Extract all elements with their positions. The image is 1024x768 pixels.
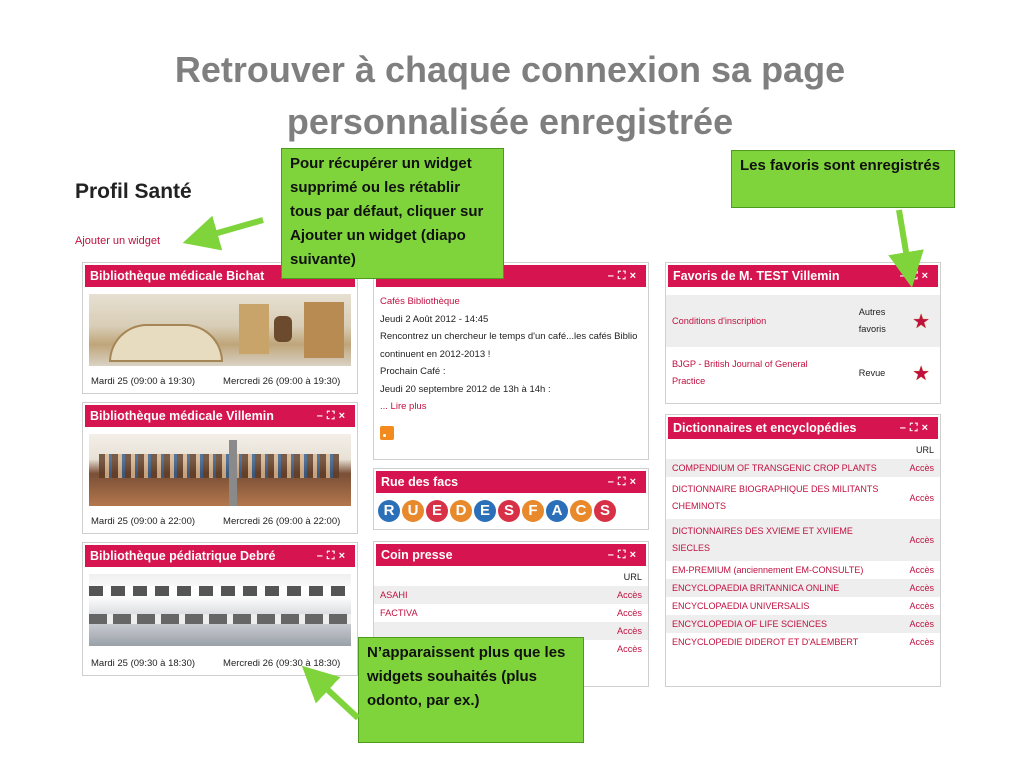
access-link[interactable]: Accès xyxy=(909,601,934,611)
table-row xyxy=(666,347,940,399)
minimize-icon[interactable]: – xyxy=(899,422,910,434)
access-link[interactable]: Accès xyxy=(888,579,940,597)
read-more-link[interactable]: ... Lire plus xyxy=(380,401,427,412)
table-row xyxy=(374,604,648,622)
maximize-icon[interactable]: ⛶ xyxy=(909,270,922,282)
favorites-table xyxy=(666,295,940,399)
maximize-icon[interactable]: ⛶ xyxy=(617,549,630,561)
news-text: Prochain Café : xyxy=(380,366,446,377)
maximize-icon[interactable]: ⛶ xyxy=(326,410,339,422)
table-row xyxy=(666,561,940,579)
logo-letter: U xyxy=(402,500,424,522)
callout-recover-widget: Pour récupérer un widget supprimé ou les rétablir tous par défaut, cliquer sur Ajouter un widget (diapo suivante) xyxy=(281,148,504,279)
maximize-icon[interactable]: ⛶ xyxy=(617,476,630,488)
widget-controls xyxy=(900,265,932,287)
access-link[interactable]: Accès xyxy=(888,459,940,477)
access-link[interactable]: Accès xyxy=(616,644,642,654)
star-icon[interactable]: ★ xyxy=(902,295,940,347)
slide-title-line1: Retrouver à chaque connexion sa page xyxy=(174,49,846,90)
minimize-icon[interactable]: – xyxy=(607,549,618,561)
widget-cafes xyxy=(373,262,649,460)
widget-controls xyxy=(317,405,349,427)
close-icon[interactable]: × xyxy=(629,270,640,282)
widget-title: Bibliothèque médicale Bichat xyxy=(90,269,265,283)
widget-controls xyxy=(608,265,640,287)
widget-bichat xyxy=(82,262,358,394)
table-row xyxy=(666,633,940,651)
access-link[interactable]: Accès xyxy=(909,493,934,503)
widget-header xyxy=(374,469,648,495)
widget-header xyxy=(83,403,357,429)
table-header-row xyxy=(374,568,648,586)
close-icon[interactable]: × xyxy=(338,410,349,422)
minimize-icon[interactable]: – xyxy=(899,270,910,282)
widget-villemin xyxy=(82,402,358,534)
resource-name[interactable]: ENCYCLOPEDIE DIDEROT ET D'ALEMBERT xyxy=(672,637,859,647)
logo-letter: C xyxy=(570,500,592,522)
close-icon[interactable]: × xyxy=(921,422,932,434)
close-icon[interactable]: × xyxy=(338,550,349,562)
favorite-name[interactable]: BJGP - British Journal of General Practice xyxy=(672,359,808,386)
widget-header xyxy=(83,543,357,569)
close-icon[interactable]: × xyxy=(921,270,932,282)
access-link[interactable]: Accès xyxy=(888,615,940,633)
slide-title-line2: personnalisée enregistrée xyxy=(286,101,734,142)
table-row xyxy=(666,615,940,633)
maximize-icon[interactable]: ⛶ xyxy=(617,270,630,282)
minimize-icon[interactable]: – xyxy=(607,270,618,282)
widget-title: Dictionnaires et encyclopédies xyxy=(673,421,857,435)
table-header-row xyxy=(666,441,940,459)
news-link[interactable]: Cafés Bibliothèque xyxy=(380,296,460,307)
maximize-icon[interactable]: ⛶ xyxy=(326,550,339,562)
table-row xyxy=(666,579,940,597)
hours-wednesday: Mercredi 26 (09:00 à 19:30) xyxy=(223,376,341,387)
favorite-name[interactable]: Conditions d'inscription xyxy=(666,295,853,347)
resource-name[interactable]: EM-PREMIUM (anciennement EM-CONSULTE) xyxy=(672,565,864,575)
access-link[interactable]: Accès xyxy=(616,608,642,618)
access-link[interactable]: Accès xyxy=(596,622,648,640)
table-row xyxy=(374,586,648,604)
hours-tuesday: Mardi 25 (09:30 à 18:30) xyxy=(91,658,196,669)
widget-title: Bibliothèque pédiatrique Debré xyxy=(90,549,276,563)
opening-hours xyxy=(83,376,348,387)
maximize-icon[interactable]: ⛶ xyxy=(909,422,922,434)
table-row xyxy=(666,459,940,477)
minimize-icon[interactable]: – xyxy=(316,410,327,422)
star-icon[interactable]: ★ xyxy=(912,362,931,385)
logo-letter: E xyxy=(426,500,448,522)
library-photo xyxy=(89,574,351,646)
resource-name[interactable]: ENCYCLOPEDIA OF LIFE SCIENCES xyxy=(666,615,888,633)
callout-favorites: Les favoris sont enregistrés xyxy=(731,150,955,208)
widget-header xyxy=(374,542,648,568)
news-text: Jeudi 20 septembre 2012 de 13h à 14h : xyxy=(380,383,551,395)
library-photo xyxy=(89,294,351,366)
arrow-to-widgets xyxy=(315,678,358,718)
news-text: continuent en 2012-2013 ! xyxy=(380,348,491,360)
arrow-to-favorites xyxy=(899,210,909,270)
url-column-header: URL xyxy=(623,572,642,582)
table-row xyxy=(666,295,940,347)
resource-name[interactable]: ENCYCLOPAEDIA BRITANNICA ONLINE xyxy=(666,579,888,597)
widget-dictionnaires xyxy=(665,414,941,687)
widget-rue-des-facs xyxy=(373,468,649,530)
opening-hours xyxy=(83,658,348,669)
profile-title: Profil Santé xyxy=(75,180,192,203)
close-icon[interactable]: × xyxy=(629,549,640,561)
widget-header xyxy=(666,263,940,289)
access-link[interactable]: Accès xyxy=(909,565,934,575)
logo-letter: E xyxy=(474,500,496,522)
add-widget-link[interactable]: Ajouter un widget xyxy=(75,235,160,247)
favorite-type: Revue xyxy=(858,368,886,378)
logo-letter: F xyxy=(522,500,544,522)
resource-name[interactable]: COMPENDIUM OF TRANSGENIC CROP PLANTS xyxy=(666,459,888,477)
logo-letter: S xyxy=(594,500,616,522)
callout-only-wanted-widgets: N’apparaissent plus que les widgets souhaités (plus odonto, par ex.) xyxy=(358,637,584,743)
dictionary-table xyxy=(666,441,940,651)
table-row xyxy=(666,597,940,615)
widget-controls xyxy=(317,545,349,567)
widget-title: Rue des facs xyxy=(381,475,459,489)
hours-tuesday: Mardi 25 (09:00 à 22:00) xyxy=(91,516,196,527)
minimize-icon[interactable]: – xyxy=(316,550,327,562)
news-date: Jeudi 2 Août 2012 - 14:45 xyxy=(380,313,489,325)
favorite-type: Autres favoris xyxy=(853,295,902,347)
logo-letter: S xyxy=(498,500,520,522)
logo-letter: R xyxy=(378,500,400,522)
hours-tuesday: Mardi 25 (09:00 à 19:30) xyxy=(91,376,196,387)
access-link[interactable]: Accès xyxy=(888,519,940,561)
widget-controls xyxy=(900,417,932,439)
widget-title: Coin presse xyxy=(381,548,453,562)
opening-hours xyxy=(83,516,348,527)
access-link[interactable]: Accès xyxy=(909,637,934,647)
slide-title xyxy=(90,44,930,148)
widget-header xyxy=(666,415,940,441)
minimize-icon[interactable]: – xyxy=(607,476,618,488)
news-text: Rencontrez un chercheur le temps d'un café...les cafés Biblio xyxy=(380,331,638,342)
press-name[interactable]: FACTIVA xyxy=(380,608,418,618)
widget-title: Bibliothèque médicale Villemin xyxy=(90,409,274,423)
access-link[interactable]: Accès xyxy=(596,586,648,604)
url-column-header: URL xyxy=(915,445,934,455)
library-photo xyxy=(89,434,351,506)
hours-wednesday: Mercredi 26 (09:30 à 18:30) xyxy=(223,658,341,669)
resource-name[interactable]: DICTIONNAIRE BIOGRAPHIQUE DES MILITANTS CHEMINOTS xyxy=(672,484,879,511)
press-name[interactable]: ASAHI xyxy=(374,586,596,604)
arrow-to-add-widget xyxy=(200,220,263,238)
widget-debre xyxy=(82,542,358,676)
hours-wednesday: Mercredi 26 (09:00 à 22:00) xyxy=(223,516,341,527)
table-row xyxy=(666,519,940,561)
resource-name[interactable]: DICTIONNAIRES DES XVIEME ET XVIIEME SIECLES xyxy=(666,519,888,561)
news-body xyxy=(374,289,648,420)
rss-icon[interactable] xyxy=(380,426,394,440)
rue-des-facs-logo[interactable] xyxy=(374,495,648,527)
table-row xyxy=(666,477,940,519)
widget-title: Favoris de M. TEST Villemin xyxy=(673,269,840,283)
resource-name[interactable]: ENCYCLOPAEDIA UNIVERSALIS xyxy=(672,601,810,611)
widget-controls xyxy=(608,471,640,493)
widget-favoris xyxy=(665,262,941,404)
widget-controls xyxy=(608,544,640,566)
close-icon[interactable]: × xyxy=(629,476,640,488)
logo-letter: A xyxy=(546,500,568,522)
logo-letter: D xyxy=(450,500,472,522)
